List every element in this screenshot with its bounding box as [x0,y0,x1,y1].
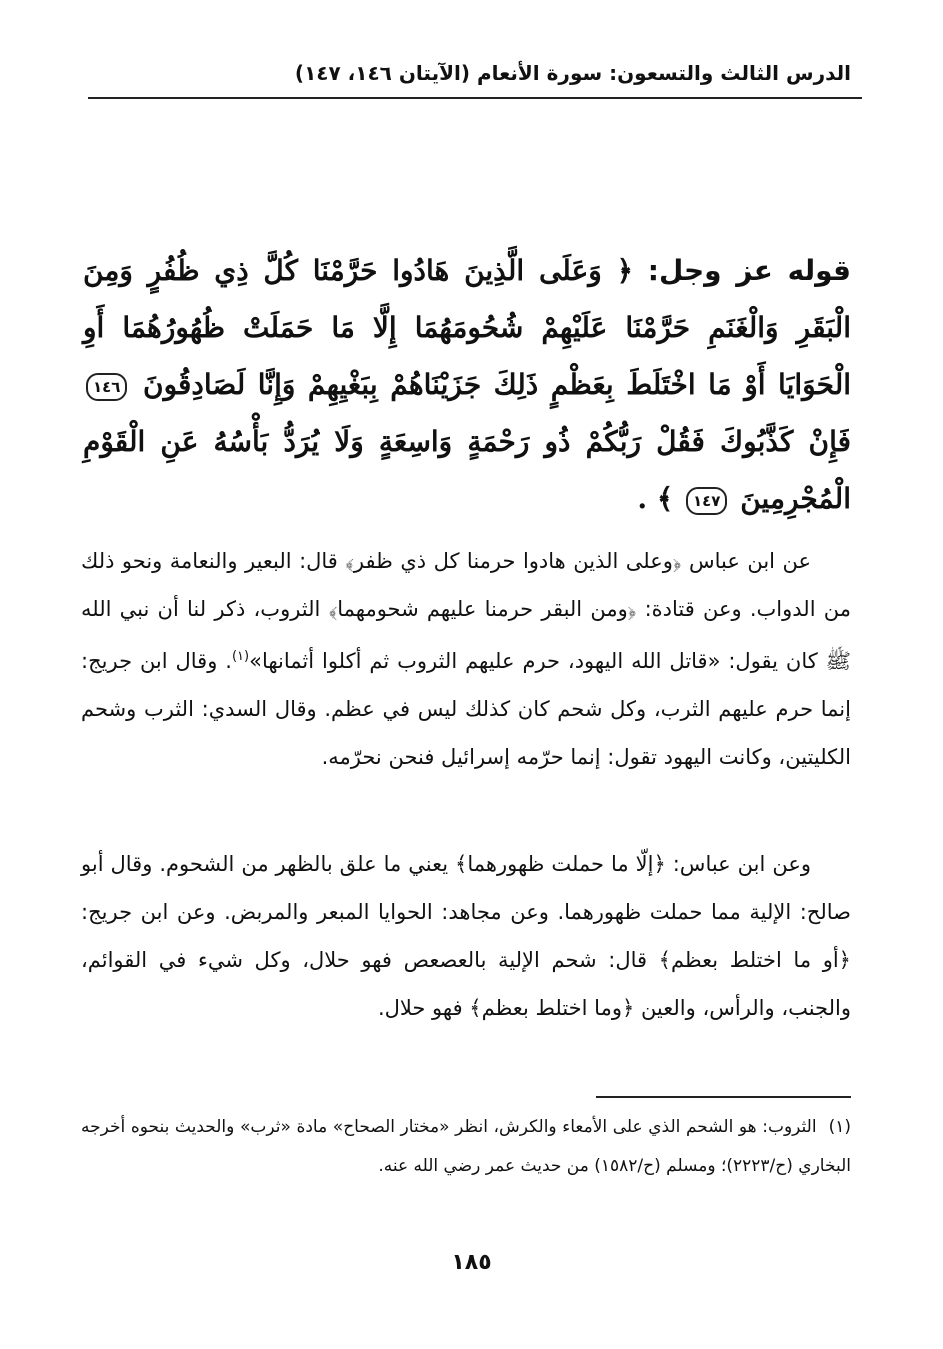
paragraph1-text-b: . وقال ابن جريج: إنما حرم عليهم الثرب، وكل شحم كان كذلك ليس في عظم. وقال السدي: الثرب وشحم الكليتين، وكانت اليهود تقول: إنما حرّمه إسرائيل فنحن نحرّمه. [81,649,851,769]
verse-text-147: فَإِنْ كَذَّبُوكَ فَقُلْ رَبُّكُمْ ذُو رَحْمَةٍ وَاسِعَةٍ وَلَا يُرَدُّ بَأْسُهُ عَنِ الْقَوْمِ الْمُجْرِمِينَ [83,425,851,515]
paragraph2-text: وعن ابن عباس: ﴿إلّا ما حملت ظهورهما﴾ يعني ما علق بالظهر من الشحوم. وقال أبو صالح: الإلية مما حملت ظهورهما. وعن مجاهد: الحوايا المبعر والمربض. وعن ابن جريج: ﴿أو ما اختلط بعظم﴾ قال: شحم الإلية بالعصعص فهو حلال، وكل شيء في القوائم، والجنب، والرأس، والعين ﴿وما اختلط بعظم﴾ فهو حلال. [81,852,851,1020]
footnote [81,1108,851,1186]
footnote-reference: (١) [231,649,250,664]
quran-verse-block [83,242,851,527]
ayah-number-147: ١٤٧ [686,487,727,515]
verse-intro: قوله عز وجل: [647,254,852,287]
paragraph1-text-a: عن ابن عباس ﴿وعلى الذين هادوا حرمنا كل ذي ظفر﴾ قال: البعير والنعامة ونحو ذلك من الدواب. وعن قتادة: ﴿ومن البقر حرمنا عليهم شحومهما﴾ الثروب، ذكر لنا أن نبي الله ﷺ كان يقول: «قاتل الله اليهود، حرم عليهم الثروب ثم أكلوا أثمانها» [81,549,852,673]
footnote-marker: (١) [828,1117,851,1137]
commentary-paragraph-1 [81,537,851,781]
page-number: ١٨٥ [451,1250,492,1275]
verse-closing: ﴾ . [637,482,674,515]
footnote-divider [596,1096,851,1098]
verse-text-146: ﴿ وَعَلَى الَّذِينَ هَادُوا حَرَّمْنَا كُلَّ ذِي ظُفُرٍ وَمِنَ الْبَقَرِ وَالْغَنَمِ حَرَّمْنَا عَلَيْهِمْ شُحُومَهُمَا إِلَّا مَا حَمَلَتْ ظُهُورُهُمَا أَوِ الْحَوَايَا أَوْ مَا اخْتَلَطَ بِعَظْمٍ ذَلِكَ جَزَيْنَاهُمْ بِبَغْيِهِمْ وَإِنَّا لَصَادِقُونَ [83,254,851,401]
footnote-text: الثروب: هو الشحم الذي على الأمعاء والكرش، انظر «مختار الصحاح» مادة «ثرب» والحديث بنحوه أخرجه البخاري (ح/٢٢٢٣)؛ ومسلم (ح/١٥٨٢) من حديث عمر رضي الله عنه. [81,1117,851,1176]
running-header-title: الدرس الثالث والتسعون: سورة الأنعام (الآيتان ١٤٦، ١٤٧) [294,61,851,85]
header-divider [88,97,862,99]
ayah-number-146: ١٤٦ [86,373,127,401]
commentary-paragraph-2 [81,840,851,1032]
